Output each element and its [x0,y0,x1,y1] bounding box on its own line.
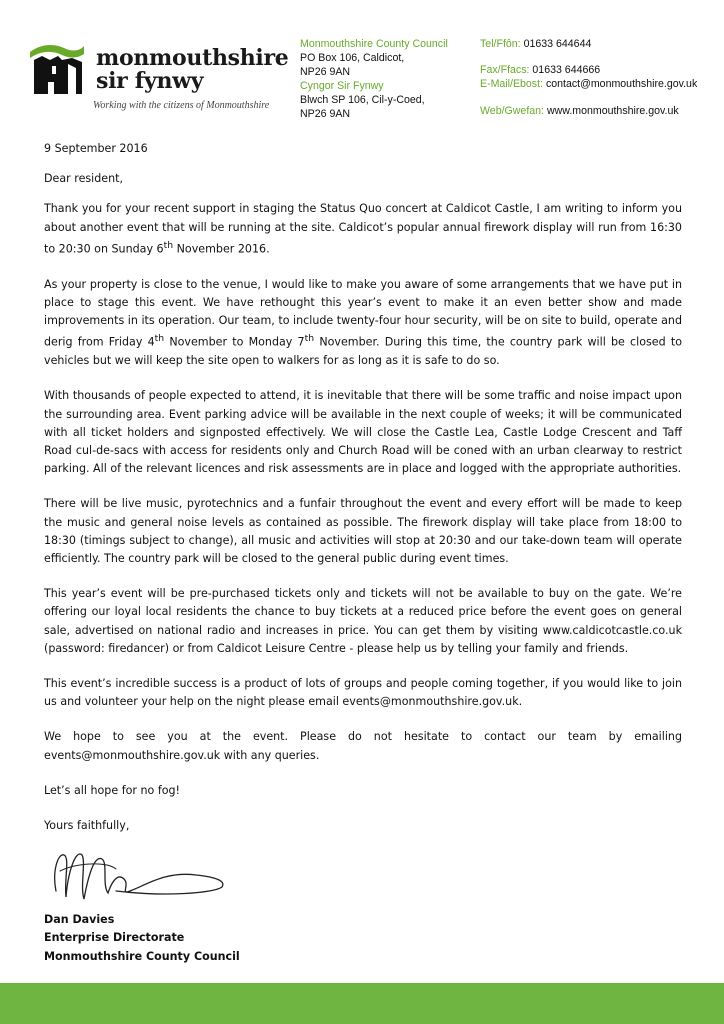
contact-value: 01633 644666 [532,64,601,76]
council-name-en: Monmouthshire County Council [300,38,448,50]
handwritten-signature [46,841,246,911]
paragraph-fog: Let’s all hope for no fog! [44,783,181,797]
paragraph-tickets: This year’s event will be pre-purchased tickets only and tickets will not be available to buy on the gate. We’re offering our loyal local residents the chance to buy tickets at a reduced price before the event goes on general sale, advertised on national radio and increases in price. You can get them by visiting www.caldicotcastle.co.uk (password: firedancer) or from Caldicot Leisure Centre - please help us by telling your family and friends. [44,587,682,655]
footer-bar [0,983,724,1024]
logo-wordmark [96,47,288,93]
paragraph-music: There will be live music, pyrotechnics and a funfair throughout the event and every effort will be made to keep the music and general noise levels as contained as possible. The firework display will take place from 18:00 to 18:30 (timings subject to change), all music and activities will stop at 20:30 and our take-down team will operate efficiently. The country park will be closed to the general public during event times. [44,497,682,566]
salutation: Dear resident, [44,172,124,186]
letter-body [44,140,682,966]
address-line: Blwch SP 106, Cil-y-Coed, [300,94,425,106]
contact-label: E-Mail/Ebost: [480,78,543,90]
paragraph-arrangements: As your property is close to the venue, I would like to make you aware of some arrangements that we have put in place to stage this event. We have rethought this year’s event to make it an even better show and made improvements in its operation. Our team, to include twenty-four hour security, will be on site to build, operate and derig from Friday 4th November to Monday 7th November. During this time, the country park will be closed to vehicles but we will keep the site open to walkers for as long as it is safe to do so. [44,277,682,368]
contact-value[interactable]: contact@monmouthshire.gov.uk [545,78,698,90]
castle-silhouette-logo [28,42,86,100]
signer-department: Enterprise Directorate [44,931,185,945]
address-block [300,37,448,121]
logo-name-line2: sir fynwy [96,68,204,94]
contact-value: 01633 644644 [523,38,592,50]
address-line: NP26 9AN [300,66,351,78]
contact-phone [480,37,697,51]
paragraph-intro: Thank you for your recent support in staging the Status Quo concert at Caldicot Castle, I am writing to inform you about another event that will be running at the site. Caldicot’s popular annual firework display will run from 16:30 to 20:30 on Sunday 6th November 2016. [44,202,682,256]
contact-web [480,104,697,118]
logo-name-line1: monmouthshire [96,45,289,71]
closing: Yours faithfully, [44,819,130,833]
logo-tagline: Working with the citizens of Monmouthshire [93,100,270,111]
address-line: NP26 9AN [300,108,351,120]
contact-block [480,37,697,118]
contact-fax [480,63,697,77]
signer-organisation: Monmouthshire County Council [44,949,240,963]
contact-label: Fax/Ffacs: [480,64,530,76]
contact-email [480,77,697,91]
paragraph-volunteer: This event’s incredible success is a product of lots of groups and people coming together, if you would like to join us and volunteer your help on the night please email events@monmouthshire.gov.uk. [44,677,682,709]
letter-date: 9 September 2016 [44,142,148,155]
council-name-cy: Cyngor Sir Fynwy [300,80,384,92]
signer-name: Dan Davies [44,913,115,927]
contact-label: Web/Gwefan: [480,105,544,117]
contact-value[interactable]: www.monmouthshire.gov.uk [546,105,679,117]
address-line: PO Box 106, Caldicot, [300,52,405,64]
council-logo [28,42,289,117]
paragraph-contact: We hope to see you at the event. Please do not hesitate to contact our team by emailing events@monmouthshire.gov.uk with any queries. [44,730,682,762]
contact-label: Tel/Ffôn: [480,38,521,50]
paragraph-traffic: With thousands of people expected to attend, it is inevitable that there will be some traffic and noise impact upon the surrounding area. Event parking advice will be available in the next couple of weeks; it will be communicated with all ticket holders and signposted effectively. We will close the Castle Lea, Castle Lodge Crescent and Taff Road cul-de-sacs with access for residents only and Church Road will be coned with an urban clearway to restrict parking. All of the relevant licences and risk assessments are in place and logged with the appropriate authorities. [44,389,682,476]
signature-block [44,911,682,966]
